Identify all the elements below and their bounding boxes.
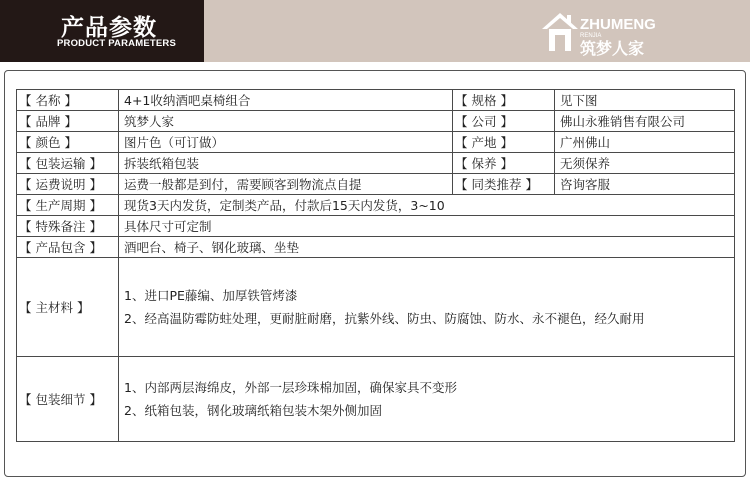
row-label: 【 产地 】 xyxy=(453,132,555,153)
row-value: 无须保养 xyxy=(555,153,735,174)
params-table xyxy=(16,89,735,442)
material-value xyxy=(119,258,735,357)
row-value: 具体尺寸可定制 xyxy=(119,216,735,237)
packaging-line: 1、内部两层海绵皮，外部一层珍珠棉加固，确保家具不变形 xyxy=(124,380,457,395)
brand-logo xyxy=(540,7,676,57)
row-value: 筑梦人家 xyxy=(119,111,453,132)
table-row xyxy=(17,90,735,111)
row-label: 【 颜色 】 xyxy=(17,132,119,153)
table-row xyxy=(17,132,735,153)
table-row xyxy=(17,195,735,216)
packaging-value xyxy=(119,357,735,442)
table-row xyxy=(17,237,735,258)
table-row xyxy=(17,111,735,132)
row-value: 广州佛山 xyxy=(555,132,735,153)
table-row xyxy=(17,153,735,174)
page-subtitle: PRODUCT PARAMETERS xyxy=(57,38,177,49)
row-value: 佛山永雅销售有限公司 xyxy=(555,111,735,132)
logo-text-sub: RENJIA xyxy=(580,33,602,39)
packaging-line: 2、纸箱包装，钢化玻璃纸箱包装木架外侧加固 xyxy=(124,403,382,418)
row-label: 【 运费说明 】 xyxy=(17,174,119,195)
row-value: 酒吧台、椅子、钢化玻璃、坐垫 xyxy=(119,237,735,258)
table-row-packaging xyxy=(17,357,735,442)
row-value: 见下图 xyxy=(555,90,735,111)
material-label: 【 主材料 】 xyxy=(17,258,119,357)
logo-text-cn: 筑梦人家 xyxy=(580,39,645,57)
row-value: 4+1收纳酒吧桌椅组合 xyxy=(119,90,453,111)
logo-text-en: ZHUMENG xyxy=(580,16,656,33)
row-label: 【 公司 】 xyxy=(453,111,555,132)
row-label: 【 保养 】 xyxy=(453,153,555,174)
title-box xyxy=(0,0,204,62)
house-logo-icon xyxy=(540,7,676,57)
row-label: 【 特殊备注 】 xyxy=(17,216,119,237)
material-line: 2、经高温防霉防蛀处理，更耐脏耐磨，抗紫外线、防虫、防腐蚀、防水、永不褪色，经久耐用 xyxy=(124,311,645,326)
page-title: 产品参数 xyxy=(61,15,157,41)
row-label: 【 规格 】 xyxy=(453,90,555,111)
row-label: 【 产品包含 】 xyxy=(17,237,119,258)
row-label: 【 包装运输 】 xyxy=(17,153,119,174)
row-value: 现货3天内发货，定制类产品，付款后15天内发货，3~10 xyxy=(119,195,735,216)
row-value: 运费一般都是到付，需要顾客到物流点自提 xyxy=(119,174,453,195)
table-row xyxy=(17,216,735,237)
row-label: 【 同类推荐 】 xyxy=(453,174,555,195)
header-bar xyxy=(0,0,750,62)
row-label: 【 生产周期 】 xyxy=(17,195,119,216)
material-line: 1、进口PE藤编、加厚铁管烤漆 xyxy=(124,288,298,303)
packaging-label: 【 包装细节 】 xyxy=(17,357,119,442)
table-row xyxy=(17,174,735,195)
row-value: 拆装纸箱包装 xyxy=(119,153,453,174)
row-label: 【 品牌 】 xyxy=(17,111,119,132)
row-value: 咨询客服 xyxy=(555,174,735,195)
row-value: 图片色（可订做） xyxy=(119,132,453,153)
row-label: 【 名称 】 xyxy=(17,90,119,111)
table-row-material xyxy=(17,258,735,357)
